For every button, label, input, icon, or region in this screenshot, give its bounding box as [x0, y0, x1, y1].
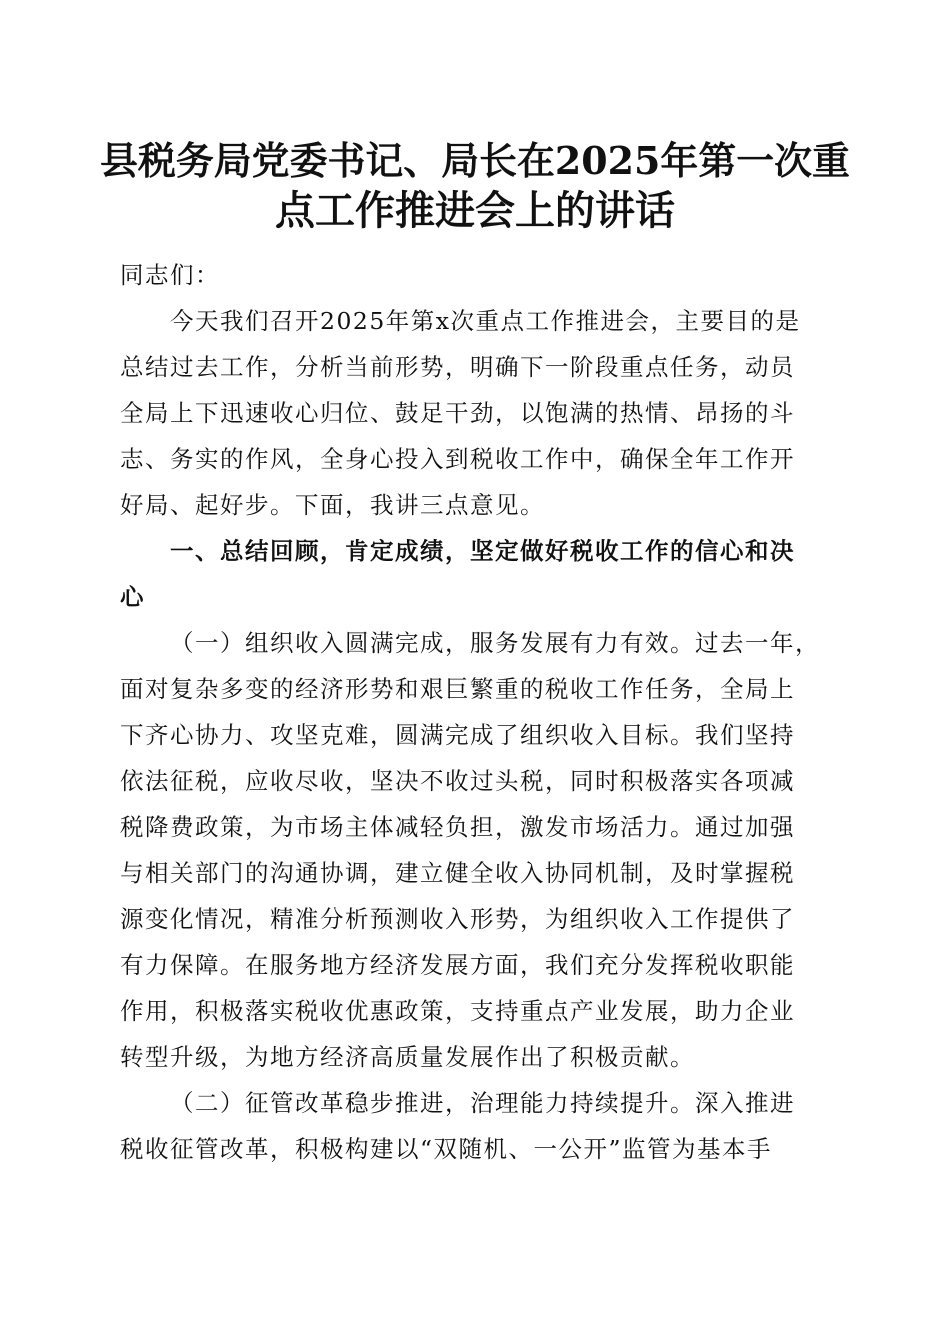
- text-line: 面对复杂多变的经济形势和艰巨繁重的税收工作任务，全局上: [120, 675, 795, 703]
- text-line: 作用，积极落实税收优惠政策，支持重点产业发展，助力企业: [120, 997, 795, 1025]
- text-line: 转型升级，为地方经济高质量发展作出了积极贡献。: [120, 1043, 695, 1071]
- text-line: 税降费政策，为市场主体减轻负担，激发市场活力。通过加强: [120, 813, 795, 841]
- text-line: （一）组织收入圆满完成，服务发展有力有效。过去一年，: [170, 629, 820, 657]
- text-line: 税收征管改革，积极构建以“双随机、一公开”监管为基本手: [120, 1135, 773, 1163]
- text-line: 全局上下迅速收心归位、鼓足干劲，以饱满的热情、昂扬的斗: [120, 399, 795, 427]
- text-line: （二）征管改革稳步推进，治理能力持续提升。深入推进: [170, 1089, 795, 1117]
- subsection-1-paragraph: [120, 620, 825, 1080]
- text-line: 总结过去工作，分析当前形势，明确下一阶段重点任务，动员: [120, 353, 795, 381]
- text-line: 有力保障。在服务地方经济发展方面，我们充分发挥税收职能: [120, 951, 795, 979]
- subsection-2-paragraph: [120, 1080, 825, 1172]
- heading-line: 一、总结回顾，肯定成绩，坚定做好税收工作的信心和决: [170, 537, 795, 565]
- text-line: 源变化情况，精准分析预测收入形势，为组织收入工作提供了: [120, 905, 795, 933]
- title-line-1: 县税务局党委书记、局长在2025年第一次重: [100, 138, 850, 183]
- text-line: 与相关部门的沟通协调，建立健全收入协同机制，及时掌握税: [120, 859, 795, 887]
- title-line-2: 点工作推进会上的讲话: [275, 187, 675, 234]
- text-line: 志、务实的作风，全身心投入到税收工作中，确保全年工作开: [120, 445, 795, 473]
- text-line: 依法征税，应收尽收，坚决不收过头税，同时积极落实各项减: [120, 767, 795, 795]
- section-1-heading: [120, 528, 825, 620]
- text-line: 好局、起好步。下面，我讲三点意见。: [120, 491, 545, 519]
- document-body: [120, 252, 825, 1172]
- heading-line: 心: [120, 583, 145, 611]
- text-line: 下齐心协力、攻坚克难，圆满完成了组织收入目标。我们坚持: [120, 721, 795, 749]
- intro-paragraph: [120, 298, 825, 528]
- text-line: 今天我们召开2025年第x次重点工作推进会，主要目的是: [170, 307, 801, 335]
- salutation: 同志们：: [120, 261, 220, 289]
- document-title: [100, 136, 850, 236]
